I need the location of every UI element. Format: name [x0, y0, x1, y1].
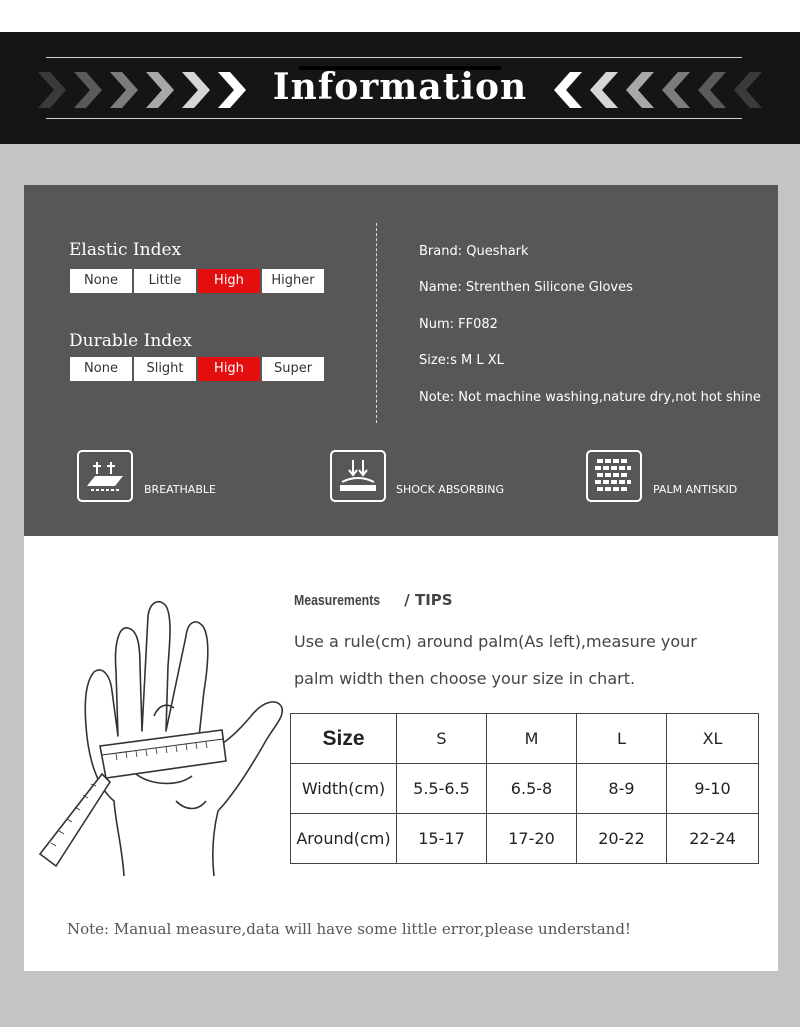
- spec-brand: Brand: Queshark: [419, 244, 529, 259]
- shock-absorbing-icon: [330, 450, 386, 502]
- top-strip: [0, 0, 800, 32]
- measurements-title-main: Measurements: [294, 592, 381, 609]
- measurements-title: [294, 591, 453, 609]
- shock-absorbing-label: SHOCK ABSORBING: [396, 483, 505, 496]
- palm-antiskid-icon: [586, 450, 642, 502]
- table-row: [291, 764, 759, 814]
- durable-index-title: Durable Index: [69, 331, 192, 351]
- hand-measure-illustration: [36, 596, 306, 876]
- header-xl: XL: [667, 714, 759, 764]
- row-label-width: Width(cm): [291, 764, 397, 814]
- table-row: [291, 814, 759, 864]
- spec-note: Note: Not machine washing,nature dry,not hot shine: [419, 390, 761, 405]
- table-header-row: [291, 714, 759, 764]
- palm-antiskid-label: PALM ANTISKID: [653, 483, 738, 496]
- breathable-label: BREATHABLE: [144, 483, 216, 496]
- header-l: L: [577, 714, 667, 764]
- durable-option-slight: Slight: [134, 357, 196, 381]
- measurements-title-tips: / TIPS: [404, 591, 453, 609]
- elastic-option-high: High: [198, 269, 260, 293]
- durable-index-scale: [70, 357, 326, 381]
- left-chevrons-icon: [554, 72, 762, 108]
- header-s: S: [397, 714, 487, 764]
- row-label-around: Around(cm): [291, 814, 397, 864]
- width-xl: 9-10: [667, 764, 759, 814]
- elastic-option-higher: Higher: [262, 269, 324, 293]
- dashed-divider: [376, 223, 377, 423]
- around-l: 20-22: [577, 814, 667, 864]
- information-banner: [0, 32, 800, 144]
- durable-option-super: Super: [262, 357, 324, 381]
- spec-num: Num: FF082: [419, 317, 498, 332]
- around-xl: 22-24: [667, 814, 759, 864]
- tips-line-1: Use a rule(cm) around palm(As left),measure your: [294, 632, 697, 651]
- size-chart-table: [290, 713, 759, 864]
- around-s: 15-17: [397, 814, 487, 864]
- width-s: 5.5-6.5: [397, 764, 487, 814]
- width-l: 8-9: [577, 764, 667, 814]
- elastic-index-scale: [70, 269, 326, 293]
- measurement-panel: [24, 536, 778, 971]
- measuring-tape-icon: [40, 730, 226, 866]
- durable-option-high: High: [198, 357, 260, 381]
- banner-title: Information: [272, 66, 528, 108]
- spec-size: Size:s M L XL: [419, 353, 504, 368]
- elastic-index-title: Elastic Index: [69, 240, 182, 260]
- footer-note: Note: Manual measure,data will have some little error,please understand!: [67, 920, 631, 938]
- elastic-option-none: None: [70, 269, 132, 293]
- elastic-option-little: Little: [134, 269, 196, 293]
- spec-panel: [24, 185, 778, 536]
- right-chevrons-icon: [38, 72, 246, 108]
- spec-name: Name: Strenthen Silicone Gloves: [419, 280, 633, 295]
- durable-option-none: None: [70, 357, 132, 381]
- around-m: 17-20: [487, 814, 577, 864]
- header-size: Size: [291, 714, 397, 764]
- width-m: 6.5-8: [487, 764, 577, 814]
- header-m: M: [487, 714, 577, 764]
- breathable-icon: [77, 450, 133, 502]
- tips-line-2: palm width then choose your size in chart.: [294, 669, 636, 688]
